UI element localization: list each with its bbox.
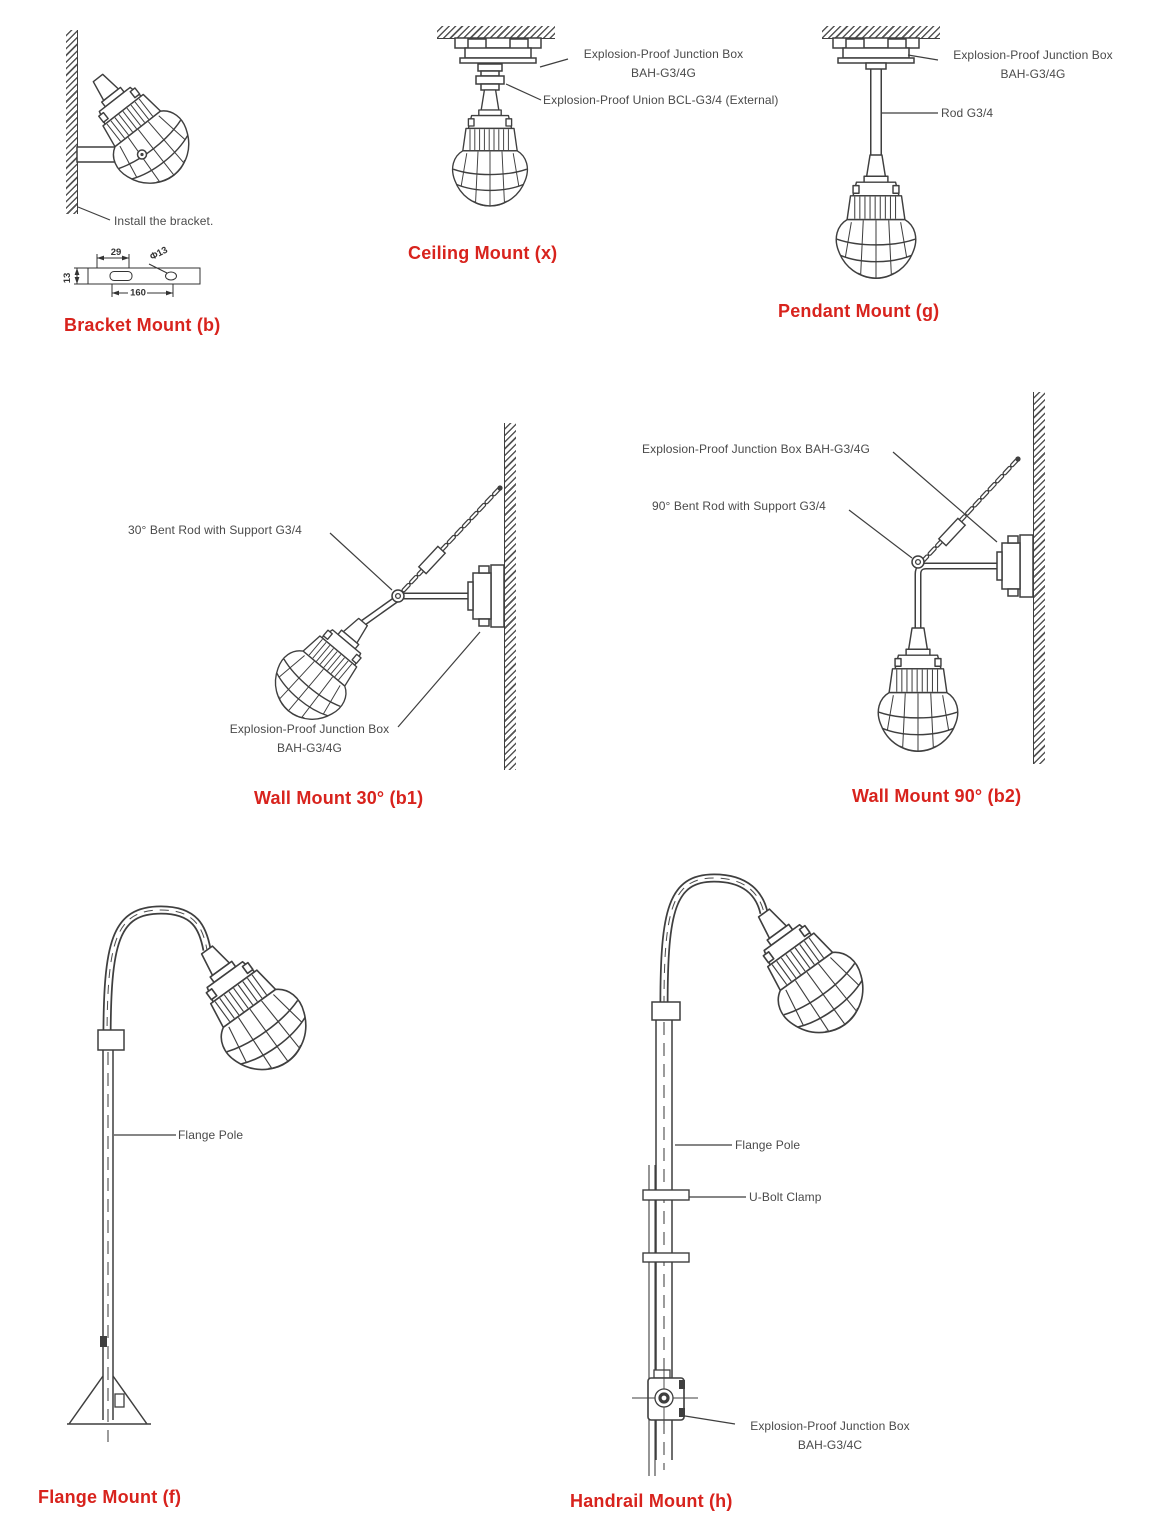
u-bolt-clamp-label: U-Bolt Clamp	[749, 1190, 822, 1204]
ceiling-junction-box-label: Explosion-Proof Junction Box BAH-G3/4G	[583, 47, 744, 80]
flange-pole-label: Flange Pole	[178, 1128, 244, 1142]
dim-hole: Φ13	[148, 244, 170, 263]
wall30-junction-box-label: Explosion-Proof Junction Box BAH-G3/4G	[229, 722, 390, 755]
bracket-mount-title: Bracket Mount (b)	[64, 315, 221, 335]
ceiling-union-label: Explosion-Proof Union BCL-G3/4 (External)	[543, 93, 779, 107]
wall-mount-30-title: Wall Mount 30° (b1)	[254, 788, 424, 808]
dim-160: 160	[130, 287, 146, 299]
handrail-mount-drawing	[560, 860, 960, 1490]
ceiling-mount-title: Ceiling Mount (x)	[408, 243, 558, 263]
wall30-bent-rod-label: 30° Bent Rod with Support G3/4	[128, 523, 302, 537]
bracket-mount-drawing	[50, 30, 330, 320]
handrail-pole-label: Flange Pole	[735, 1138, 801, 1152]
flange-mount-title: Flange Mount (f)	[38, 1487, 182, 1507]
install-bracket-label: Install the bracket.	[114, 214, 214, 228]
wall90-bent-rod-label: 90° Bent Rod with Support G3/4	[652, 499, 826, 513]
handrail-junction-box-label: Explosion-Proof Junction Box BAH-G3/4C	[750, 1419, 910, 1452]
pendant-rod-label: Rod G3/4	[941, 106, 994, 120]
wall-mount-90-title: Wall Mount 90° (b2)	[852, 786, 1022, 806]
handrail-mount-title: Handrail Mount (h)	[570, 1491, 733, 1511]
pendant-mount-title: Pendant Mount (g)	[778, 301, 940, 321]
flange-mount-drawing	[55, 880, 330, 1470]
pendant-junction-box-label: Explosion-Proof Junction Box BAH-G3/4G	[953, 48, 1113, 81]
wall90-junction-box-label: Explosion-Proof Junction Box BAH-G3/4G	[642, 442, 870, 456]
dim-29: 29	[110, 247, 122, 258]
dim-13: 13	[62, 272, 73, 284]
